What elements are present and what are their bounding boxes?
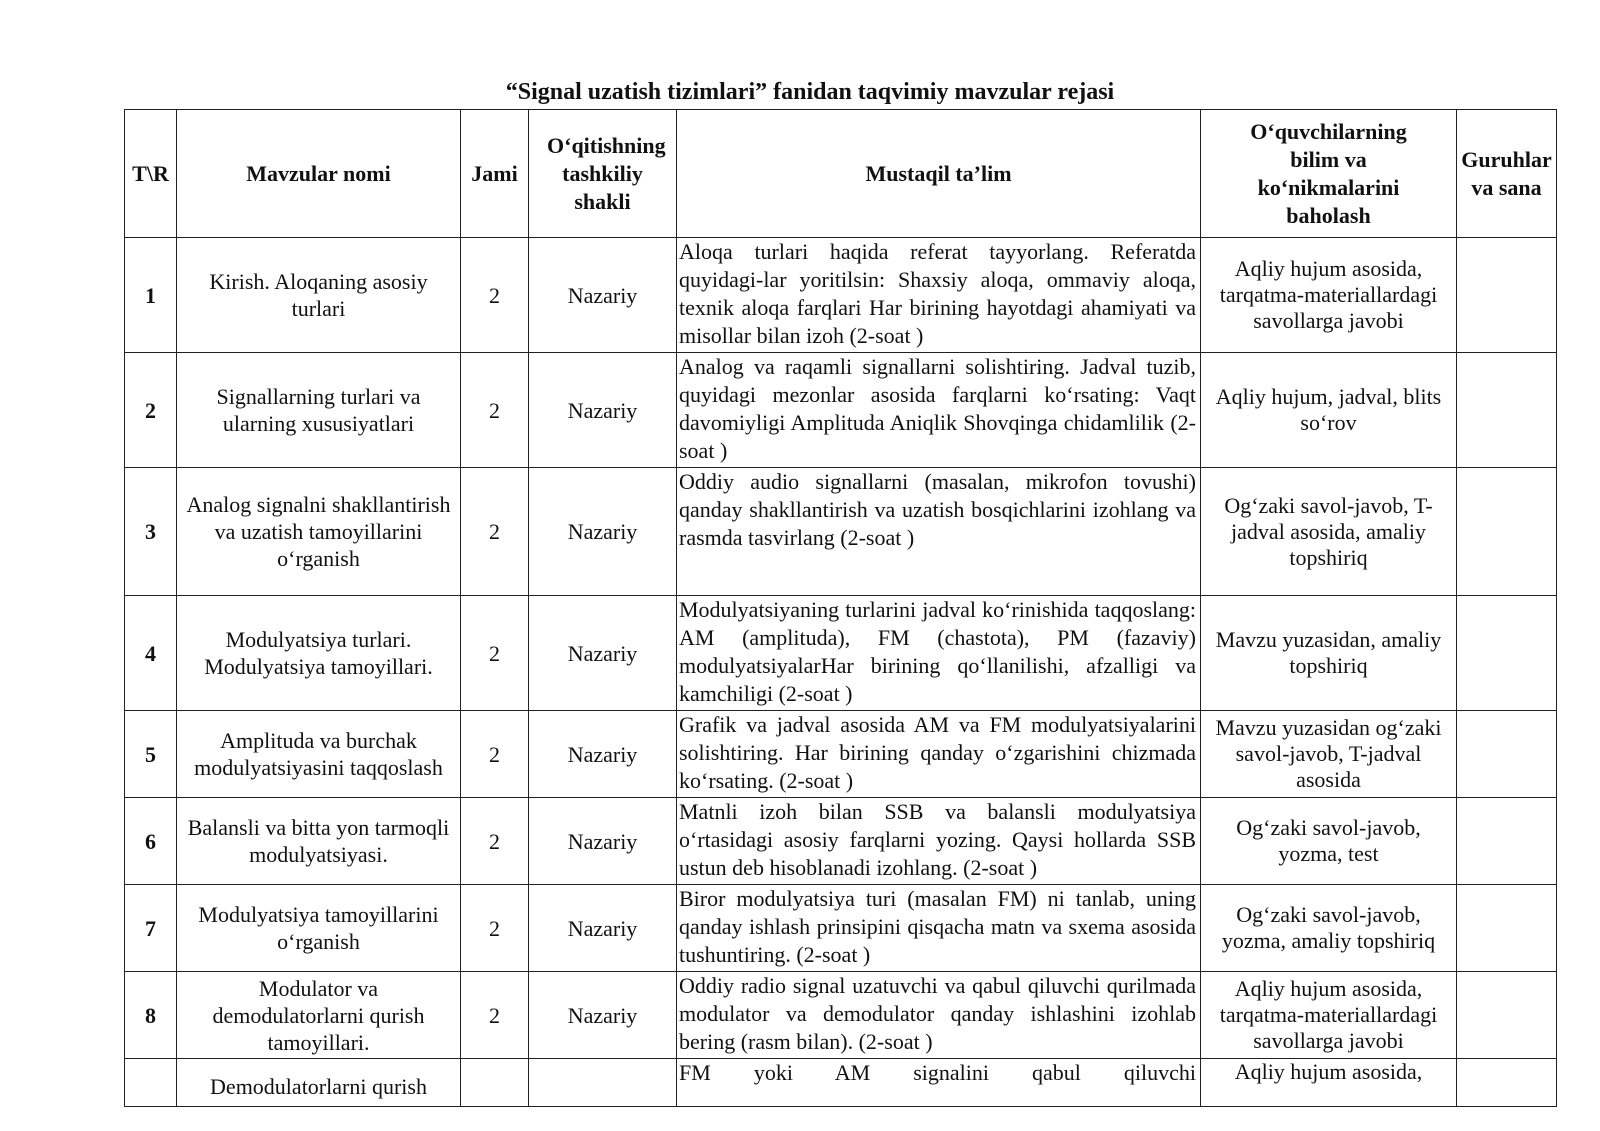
topic-name: Kirish. Aloqaning asosiy turlari xyxy=(177,238,461,353)
independent-study-task: Grafik va jadval asosida AM va FM modulyatsiyalarini solishtiring. Har birining qanday o‘zgarishini chizmada ko‘rsating. (2-soat ) xyxy=(677,711,1201,798)
table-row xyxy=(125,1059,1557,1107)
teaching-form: Nazariy xyxy=(529,468,677,596)
header-topic-name: Mavzular nomi xyxy=(177,110,461,238)
topic-name: Demodulatorlarni qurish xyxy=(177,1059,461,1107)
topic-name: Modulator va demodulatorlarni qurish tamoyillari. xyxy=(177,972,461,1059)
teaching-form: Nazariy xyxy=(529,711,677,798)
row-number: 4 xyxy=(125,596,177,711)
total-hours: 2 xyxy=(461,238,529,353)
teaching-form: Nazariy xyxy=(529,885,677,972)
independent-study-task: Aloqa turlari haqida referat tayyorlang. Referatda quyidagi-lar yoritilsin: Shaxsiy aloqa, ommaviy aloqa, texnik aloqa farqlari Har birining hayotdagi ahamiyati va misollar bilan izoh (2-soat ) xyxy=(677,238,1201,353)
topic-name: Amplituda va burchak modulyatsiyasini taqqoslash xyxy=(177,711,461,798)
topic-name: Modulyatsiya tamoyillarini o‘rganish xyxy=(177,885,461,972)
table-row xyxy=(125,885,1557,972)
group-date xyxy=(1457,885,1557,972)
group-date xyxy=(1457,596,1557,711)
row-number: 3 xyxy=(125,468,177,596)
table-row xyxy=(125,353,1557,468)
assessment-method: Aqliy hujum asosida, tarqatma-materiallardagi savollarga javobi xyxy=(1201,972,1457,1059)
header-total: Jami xyxy=(461,110,529,238)
group-date xyxy=(1457,238,1557,353)
total-hours: 2 xyxy=(461,353,529,468)
assessment-method: Og‘zaki savol-javob, yozma, amaliy topshiriq xyxy=(1201,885,1457,972)
header-groups-date: Guruhlar va sana xyxy=(1457,110,1557,238)
assessment-method: Og‘zaki savol-javob, T-jadval asosida, amaliy topshiriq xyxy=(1201,468,1457,596)
independent-study-task: Oddiy radio signal uzatuvchi va qabul qiluvchi qurilmada modulator va demodulator qanday ishlashini izohlab bering (rasm bilan). (2-soat ) xyxy=(677,972,1201,1059)
assessment-method: Mavzu yuzasidan, amaliy topshiriq xyxy=(1201,596,1457,711)
header-num: T\R xyxy=(125,110,177,238)
row-number xyxy=(125,1059,177,1107)
header-teaching-form: O‘qitishning tashkiliy shakli xyxy=(529,110,677,238)
table-header-row xyxy=(125,110,1557,238)
row-number: 6 xyxy=(125,798,177,885)
total-hours xyxy=(461,1059,529,1107)
total-hours: 2 xyxy=(461,798,529,885)
schedule-table xyxy=(124,109,1557,1107)
row-number: 1 xyxy=(125,238,177,353)
independent-study-task: Modulyatsiyaning turlarini jadval ko‘rinishida taqqoslang: AM (amplituda), FM (chastota), PM (fazaviy) modulyatsiyalarHar birining qo‘llanilishi, afzalligi va kamchiligi (2-soat ) xyxy=(677,596,1201,711)
teaching-form: Nazariy xyxy=(529,353,677,468)
teaching-form: Nazariy xyxy=(529,238,677,353)
header-assessment: O‘quvchilarning bilim va ko‘nikmalarini baholash xyxy=(1201,110,1457,238)
topic-name: Signallarning turlari va ularning xususiyatlari xyxy=(177,353,461,468)
table-row xyxy=(125,468,1557,596)
group-date xyxy=(1457,1059,1557,1107)
topic-name: Balansli va bitta yon tarmoqli modulyatsiyasi. xyxy=(177,798,461,885)
row-number: 8 xyxy=(125,972,177,1059)
group-date xyxy=(1457,468,1557,596)
group-date xyxy=(1457,972,1557,1059)
group-date xyxy=(1457,711,1557,798)
teaching-form: Nazariy xyxy=(529,596,677,711)
table-row xyxy=(125,972,1557,1059)
topic-name: Analog signalni shakllantirish va uzatish tamoyillarini o‘rganish xyxy=(177,468,461,596)
teaching-form: Nazariy xyxy=(529,972,677,1059)
assessment-method: Aqliy hujum asosida, tarqatma-materiallardagi savollarga javobi xyxy=(1201,238,1457,353)
independent-study-task: FM yoki AM signalini qabul qiluvchi xyxy=(677,1059,1201,1107)
total-hours: 2 xyxy=(461,972,529,1059)
assessment-method: Aqliy hujum asosida, xyxy=(1201,1059,1457,1107)
total-hours: 2 xyxy=(461,885,529,972)
group-date xyxy=(1457,798,1557,885)
independent-study-task: Oddiy audio signallarni (masalan, mikrofon tovushi) qanday shakllantirish va uzatish bosqichlarini izohlang va rasmda tasvirlang (2-soat ) xyxy=(677,468,1201,596)
independent-study-task: Analog va raqamli signallarni solishtiring. Jadval tuzib, quyidagi mezonlar asosida farqlarni ko‘rsating: Vaqt davomiyligi Amplituda Aniqlik Shovqinga chidamlilik (2-soat ) xyxy=(677,353,1201,468)
row-number: 2 xyxy=(125,353,177,468)
row-number: 7 xyxy=(125,885,177,972)
table-row xyxy=(125,596,1557,711)
total-hours: 2 xyxy=(461,468,529,596)
independent-study-task: Matnli izoh bilan SSB va balansli modulyatsiya o‘rtasidagi asosiy farqlarni yozing. Qaysi hollarda SSB ustun deb hisoblanadi izohlang. (2-soat ) xyxy=(677,798,1201,885)
table-row xyxy=(125,711,1557,798)
topic-name: Modulyatsiya turlari. Modulyatsiya tamoyillari. xyxy=(177,596,461,711)
independent-study-task: Biror modulyatsiya turi (masalan FM) ni tanlab, uning qanday ishlash prinsipini qisqacha matn va sxema asosida tushuntiring. (2-soat ) xyxy=(677,885,1201,972)
table-row xyxy=(125,798,1557,885)
assessment-method: Mavzu yuzasidan og‘zaki savol-javob, T-jadval asosida xyxy=(1201,711,1457,798)
group-date xyxy=(1457,353,1557,468)
table-row xyxy=(125,238,1557,353)
total-hours: 2 xyxy=(461,711,529,798)
document-title: “Signal uzatish tizimlari” fanidan taqvimiy mavzular rejasi xyxy=(505,79,1115,105)
teaching-form: Nazariy xyxy=(529,798,677,885)
teaching-form xyxy=(529,1059,677,1107)
assessment-method: Aqliy hujum, jadval, blits so‘rov xyxy=(1201,353,1457,468)
total-hours: 2 xyxy=(461,596,529,711)
assessment-method: Og‘zaki savol-javob, yozma, test xyxy=(1201,798,1457,885)
header-independent-study: Mustaqil ta’lim xyxy=(677,110,1201,238)
row-number: 5 xyxy=(125,711,177,798)
